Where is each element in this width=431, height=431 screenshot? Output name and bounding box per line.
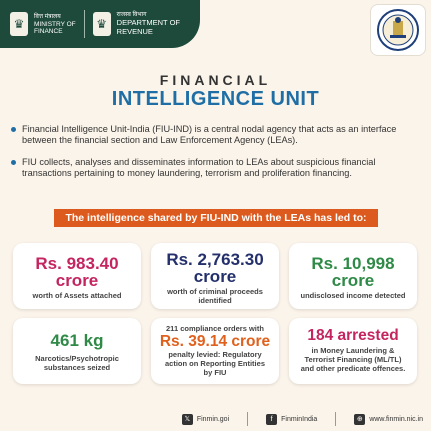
ministry-english-2: FINANCE xyxy=(34,27,63,35)
stat-caption: worth of criminal proceeds identified xyxy=(167,287,263,305)
ministry-label xyxy=(34,14,76,35)
fiu-seal-logo xyxy=(370,4,426,56)
stat-value-unit: crore xyxy=(193,267,237,286)
stat-value-unit: crore xyxy=(55,271,99,290)
stat-caption: undisclosed income detected xyxy=(300,291,406,300)
stat-card-penalty xyxy=(151,318,279,384)
stat-value: Rs. 39.14 crore xyxy=(159,333,271,350)
bullet-text: FIU collects, analyses and disseminates information to LEAs about suspicious financial transactions pertaining to money laundering, terrorism and proliferation financing. xyxy=(22,157,376,178)
department-english-2: REVENUE xyxy=(116,26,153,36)
stat-value: 184 arrested xyxy=(307,327,399,344)
twitter-link[interactable] xyxy=(182,414,229,425)
footer-social xyxy=(0,407,431,431)
website-url: www.finmin.nic.in xyxy=(369,415,423,423)
stat-card-proceeds xyxy=(151,243,279,309)
header-divider xyxy=(84,10,85,38)
stat-value-unit: crore xyxy=(331,271,375,290)
stat-value: Rs. 10,998 xyxy=(311,254,395,273)
department-hindi: राजस्व विभाग xyxy=(116,12,147,18)
department-label xyxy=(117,12,180,36)
stat-caption: Narcotics/Psychotropic substances seized xyxy=(35,354,119,372)
stat-caption: in Money Laundering & Terrorist Financing (ML/TL) and other predicate offences. xyxy=(300,346,406,373)
stat-card-income xyxy=(289,243,417,309)
footer-divider xyxy=(335,412,336,426)
department-english-1: DEPARTMENT OF xyxy=(116,18,180,27)
facebook-handle: FinminIndia xyxy=(281,415,318,423)
national-emblem-icon: ♛ xyxy=(93,12,111,36)
stat-value: 461 kg xyxy=(50,331,104,350)
bullet-text: Financial Intelligence Unit-India (FIU-IND) is a central nodal agency that acts as an interface between the financial section and Law Enforcement Agency (LEAs). xyxy=(22,124,397,145)
national-emblem-icon: ♛ xyxy=(10,12,28,36)
stat-caption: worth of Assets attached xyxy=(32,291,122,300)
x-twitter-icon: 𝕏 xyxy=(182,414,193,425)
stat-value: Rs. 2,763.30 xyxy=(166,250,264,269)
bullet-dot-icon xyxy=(11,160,16,165)
globe-icon: ⊕ xyxy=(354,414,365,425)
title-line-2: INTELLIGENCE UNIT xyxy=(111,88,320,110)
footer-divider xyxy=(247,412,248,426)
stat-card-narcotics xyxy=(13,318,141,384)
title-line-1: FINANCIAL xyxy=(159,72,272,88)
highlight-banner: The intelligence shared by FIU-IND with the LEAs has led to: xyxy=(54,209,378,227)
facebook-link[interactable] xyxy=(266,414,317,425)
bullet-dot-icon xyxy=(11,127,16,132)
stat-card-assets xyxy=(13,243,141,309)
stat-pretext: 211 compliance orders with xyxy=(166,324,264,333)
stat-value: Rs. 983.40 xyxy=(35,254,119,273)
twitter-handle: Finmin.goi xyxy=(196,415,230,423)
header-bar xyxy=(0,0,200,48)
bullet-item xyxy=(10,124,424,146)
ministry-english-1: MINISTRY OF xyxy=(34,20,76,28)
ministry-hindi: वित्त मंत्रालय xyxy=(34,13,61,20)
website-link[interactable] xyxy=(354,414,423,425)
facebook-icon: f xyxy=(266,414,277,425)
stat-caption: penalty levied: Regulatory action on Reporting Entities by FIU xyxy=(164,350,265,377)
bullet-item xyxy=(10,157,424,179)
stat-card-arrests xyxy=(289,318,417,384)
